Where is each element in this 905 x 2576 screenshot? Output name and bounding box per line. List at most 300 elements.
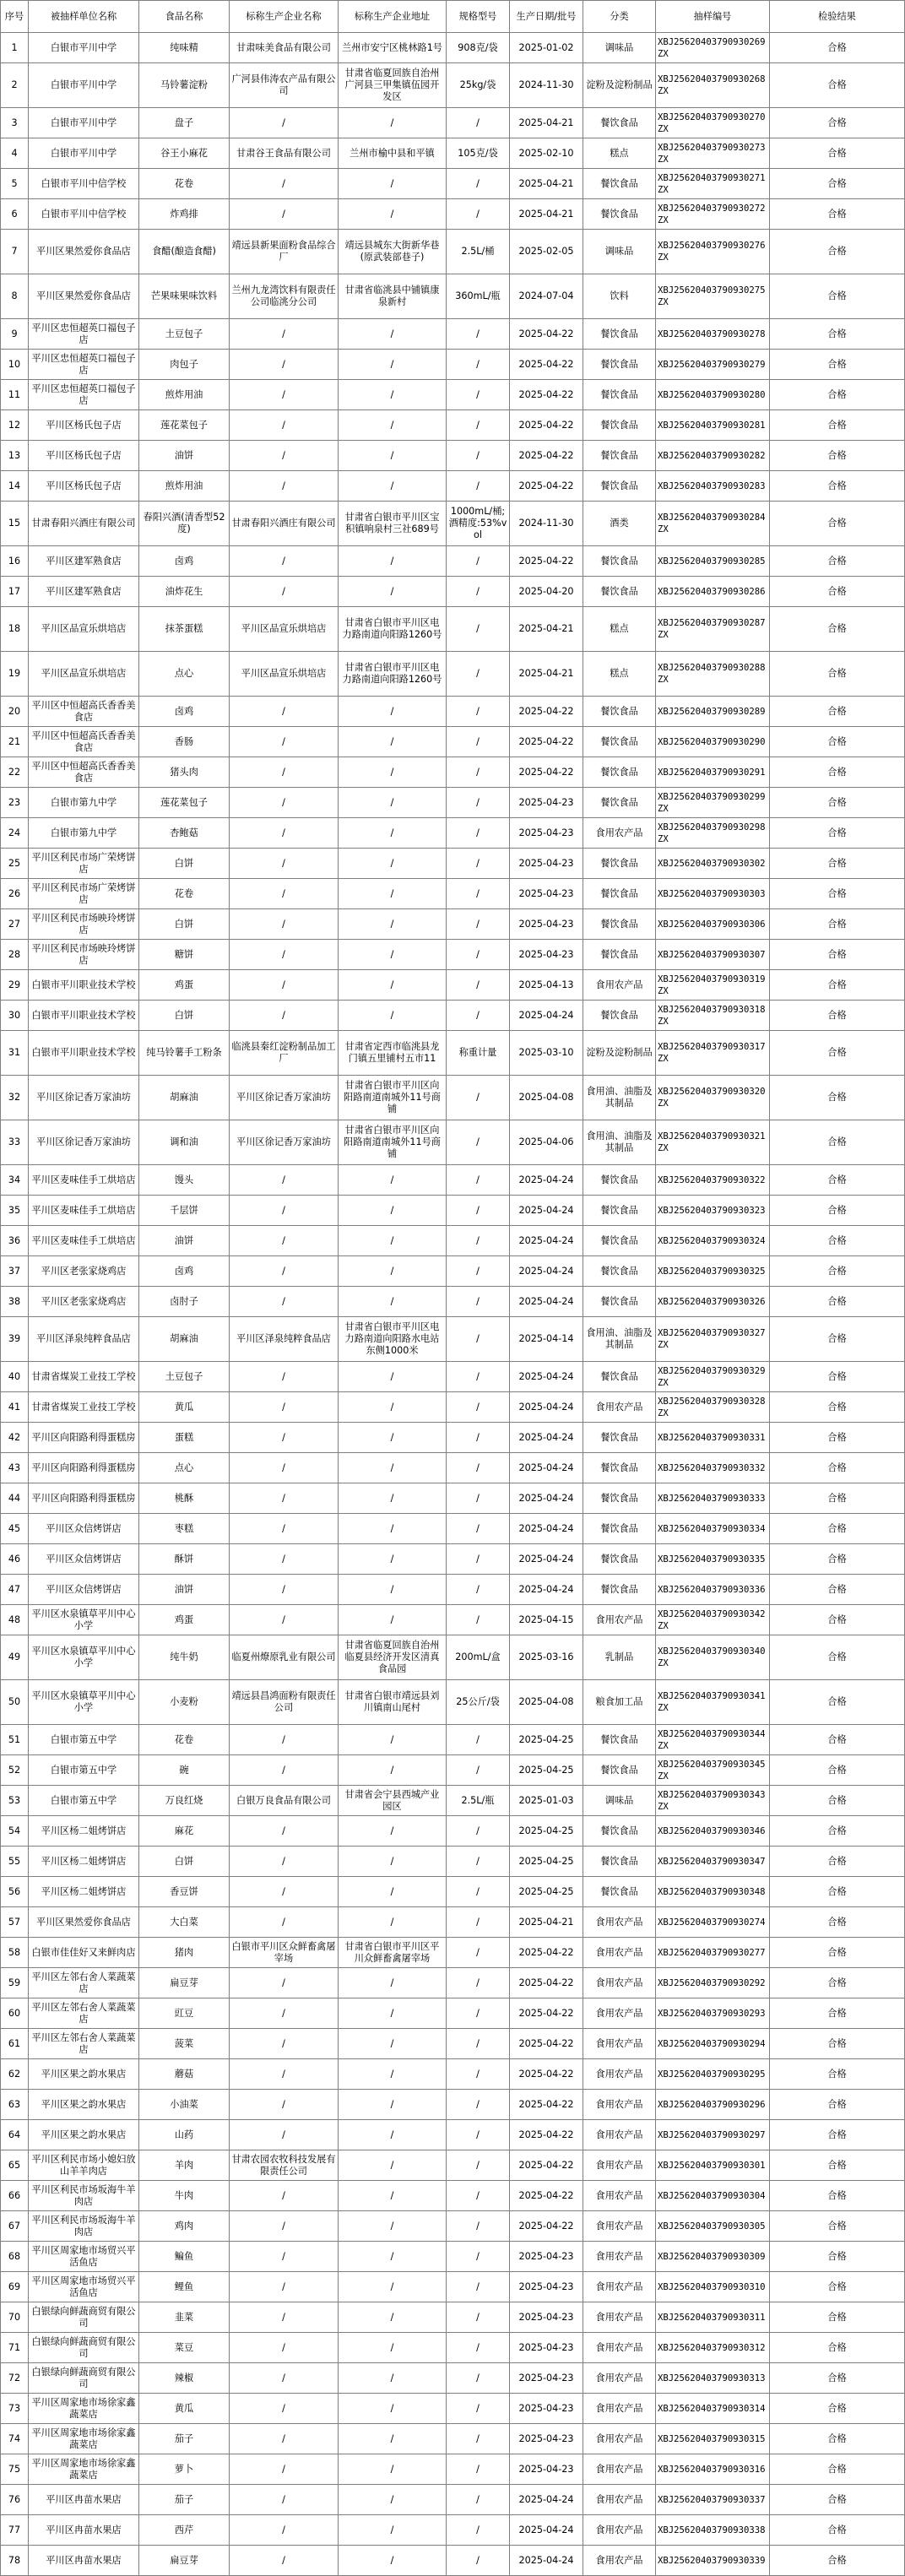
cell-result: 合格 [770, 1483, 905, 1514]
cell-category: 食用农产品 [583, 1998, 656, 2029]
cell-manufacturer: / [230, 757, 339, 788]
cell-food-name: 盘子 [139, 108, 230, 138]
cell-sample-number: XBJ25620403790930322 [656, 1165, 770, 1196]
table-row [1, 1392, 905, 1423]
cell-spec: / [447, 849, 510, 879]
cell-food-name: 鸡肉 [139, 2211, 230, 2242]
cell-result: 合格 [770, 970, 905, 1001]
cell-production-date: 2025-04-23 [510, 909, 583, 940]
cell-sampled-unit: 白银市第五中学 [29, 1725, 139, 1755]
cell-category: 餐饮食品 [583, 1165, 656, 1196]
cell-result: 合格 [770, 1031, 905, 1076]
table-header [1, 1, 905, 33]
cell-sample-number: XBJ25620403790930339 [656, 2546, 770, 2576]
cell-sampled-unit: 白银市第九中学 [29, 818, 139, 849]
cell-manufacturer: / [230, 2363, 339, 2394]
table-row [1, 1165, 905, 1196]
cell-sampled-unit: 平川区老张家烧鸡店 [29, 1287, 139, 1317]
cell-category: 食用农产品 [583, 2424, 656, 2454]
cell-index: 18 [1, 607, 29, 652]
cell-category: 淀粉及淀粉制品 [583, 63, 656, 108]
cell-food-name: 扁豆芽 [139, 1968, 230, 1998]
cell-result: 合格 [770, 1076, 905, 1120]
cell-category: 食用农产品 [583, 2120, 656, 2150]
cell-spec: / [447, 2272, 510, 2302]
cell-sample-number: XBJ25620403790930321ZX [656, 1120, 770, 1165]
cell-sampled-unit: 甘肃省煤炭工业技工学校 [29, 1362, 139, 1392]
cell-manufacturer: / [230, 350, 339, 380]
cell-category: 餐饮食品 [583, 471, 656, 502]
cell-spec: / [447, 1907, 510, 1938]
cell-sample-number: XBJ25620403790930324 [656, 1226, 770, 1256]
table-row [1, 1317, 905, 1362]
table-row [1, 1786, 905, 1816]
cell-sample-number: XBJ25620403790930310 [656, 2272, 770, 2302]
table-row [1, 577, 905, 607]
cell-sample-number: XBJ25620403790930297 [656, 2120, 770, 2150]
cell-spec: / [447, 1725, 510, 1755]
cell-spec: 200mL/盒 [447, 1635, 510, 1680]
cell-sampled-unit: 平川区水泉镇草平川中心小学 [29, 1680, 139, 1725]
cell-sampled-unit: 平川区利民市场坂海牛羊肉店 [29, 2211, 139, 2242]
cell-index: 6 [1, 199, 29, 230]
cell-production-date: 2025-01-02 [510, 33, 583, 63]
cell-sample-number: XBJ25620403790930315 [656, 2424, 770, 2454]
cell-manufacturer: 平川区徐记香万家油坊 [230, 1076, 339, 1120]
cell-sample-number: XBJ25620403790930343ZX [656, 1786, 770, 1816]
cell-manufacturer: / [230, 1287, 339, 1317]
cell-production-date: 2025-04-23 [510, 849, 583, 879]
table-row [1, 697, 905, 727]
cell-food-name: 小油菜 [139, 2090, 230, 2120]
cell-manufacturer-address: / [339, 1001, 447, 1031]
cell-index: 7 [1, 230, 29, 274]
table-row [1, 1907, 905, 1938]
cell-food-name: 白饼 [139, 1847, 230, 1877]
cell-manufacturer: / [230, 2454, 339, 2485]
cell-sample-number: XBJ25620403790930291 [656, 757, 770, 788]
cell-food-name: 西芹 [139, 2515, 230, 2546]
cell-sampled-unit: 平川区果之韵水果店 [29, 2120, 139, 2150]
cell-index: 38 [1, 1287, 29, 1317]
cell-manufacturer-address: / [339, 1423, 447, 1453]
cell-result: 合格 [770, 2546, 905, 2576]
cell-spec: 25公斤/袋 [447, 1680, 510, 1725]
cell-sampled-unit: 甘肃春阳兴酒庄有限公司 [29, 502, 139, 546]
cell-index: 5 [1, 169, 29, 199]
cell-index: 66 [1, 2181, 29, 2211]
table-row [1, 108, 905, 138]
cell-manufacturer-address: / [339, 199, 447, 230]
cell-manufacturer-address: / [339, 757, 447, 788]
cell-production-date: 2025-04-23 [510, 940, 583, 970]
cell-manufacturer: / [230, 727, 339, 757]
cell-food-name: 辣椒 [139, 2363, 230, 2394]
cell-spec: / [447, 2302, 510, 2333]
cell-manufacturer: / [230, 1226, 339, 1256]
table-row [1, 2150, 905, 2181]
cell-category: 餐饮食品 [583, 1001, 656, 1031]
cell-result: 合格 [770, 607, 905, 652]
cell-result: 合格 [770, 788, 905, 818]
cell-manufacturer: / [230, 2485, 339, 2515]
cell-production-date: 2025-04-22 [510, 1968, 583, 1998]
cell-manufacturer-address: / [339, 1453, 447, 1483]
cell-result: 合格 [770, 1605, 905, 1635]
cell-food-name: 纯牛奶 [139, 1635, 230, 1680]
cell-sampled-unit: 平川区向阳路利得蛋糕房 [29, 1423, 139, 1453]
header-index: 序号 [1, 1, 29, 33]
cell-sampled-unit: 平川区向阳路利得蛋糕房 [29, 1483, 139, 1514]
cell-food-name: 糖饼 [139, 940, 230, 970]
cell-result: 合格 [770, 2424, 905, 2454]
cell-manufacturer-address: 甘肃省白银市平川区平川众鲜畜禽屠宰场 [339, 1938, 447, 1968]
cell-food-name: 鲤鱼 [139, 2272, 230, 2302]
cell-manufacturer-address: / [339, 1392, 447, 1423]
table-row [1, 970, 905, 1001]
table-row [1, 2211, 905, 2242]
table-row [1, 1453, 905, 1483]
cell-category: 餐饮食品 [583, 108, 656, 138]
cell-manufacturer: 甘肃春阳兴酒庄有限公司 [230, 502, 339, 546]
cell-result: 合格 [770, 1847, 905, 1877]
cell-spec: / [447, 879, 510, 909]
cell-spec: / [447, 108, 510, 138]
cell-sampled-unit: 平川区杨氏包子店 [29, 471, 139, 502]
cell-category: 调味品 [583, 1786, 656, 1816]
cell-index: 49 [1, 1635, 29, 1680]
cell-manufacturer-address: / [339, 2485, 447, 2515]
cell-sample-number: XBJ25620403790930286 [656, 577, 770, 607]
table-row [1, 2242, 905, 2272]
cell-result: 合格 [770, 350, 905, 380]
cell-sampled-unit: 平川区徐记香万家油坊 [29, 1076, 139, 1120]
cell-spec: / [447, 2485, 510, 2515]
table-row [1, 319, 905, 350]
cell-manufacturer-address: 甘肃省临洮县中铺镇康泉新村 [339, 274, 447, 319]
cell-sample-number: XBJ25620403790930348 [656, 1877, 770, 1907]
cell-sample-number: XBJ25620403790930305 [656, 2211, 770, 2242]
cell-manufacturer-address: / [339, 2454, 447, 2485]
cell-sample-number: XBJ25620403790930333 [656, 1483, 770, 1514]
cell-spec: / [447, 410, 510, 441]
cell-production-date: 2024-11-30 [510, 63, 583, 108]
cell-manufacturer-address: / [339, 1196, 447, 1226]
cell-sampled-unit: 白银市第五中学 [29, 1786, 139, 1816]
cell-manufacturer-address: / [339, 1226, 447, 1256]
cell-manufacturer-address: / [339, 1725, 447, 1755]
cell-production-date: 2025-04-22 [510, 410, 583, 441]
cell-result: 合格 [770, 1998, 905, 2029]
cell-sample-number: XBJ25620403790930278 [656, 319, 770, 350]
cell-food-name: 胡麻油 [139, 1317, 230, 1362]
cell-result: 合格 [770, 849, 905, 879]
cell-food-name: 千层饼 [139, 1196, 230, 1226]
cell-manufacturer: / [230, 1544, 339, 1575]
cell-index: 64 [1, 2120, 29, 2150]
cell-category: 食用农产品 [583, 2485, 656, 2515]
cell-sample-number: XBJ25620403790930283 [656, 471, 770, 502]
cell-manufacturer: / [230, 1165, 339, 1196]
table-row [1, 1076, 905, 1120]
cell-sampled-unit: 平川区向阳路利得蛋糕房 [29, 1453, 139, 1483]
cell-index: 2 [1, 63, 29, 108]
cell-category: 食用农产品 [583, 2150, 656, 2181]
cell-spec: / [447, 697, 510, 727]
cell-category: 食用农产品 [583, 2211, 656, 2242]
cell-manufacturer: 平川区品宣乐烘培店 [230, 607, 339, 652]
cell-manufacturer-address: 甘肃省白银市平川区电力路南道向阳路水电站东侧1000米 [339, 1317, 447, 1362]
header-row [1, 1, 905, 33]
cell-index: 28 [1, 940, 29, 970]
cell-manufacturer-address: 甘肃省白银市平川区宝积镇响泉村三社689号 [339, 502, 447, 546]
cell-food-name: 白饼 [139, 849, 230, 879]
cell-production-date: 2025-04-23 [510, 879, 583, 909]
cell-manufacturer: / [230, 108, 339, 138]
cell-food-name: 胡麻油 [139, 1076, 230, 1120]
cell-category: 糕点 [583, 138, 656, 169]
cell-spec: / [447, 2363, 510, 2394]
cell-spec: / [447, 1256, 510, 1287]
cell-category: 餐饮食品 [583, 1847, 656, 1877]
table-row [1, 33, 905, 63]
cell-production-date: 2025-04-20 [510, 577, 583, 607]
cell-index: 16 [1, 546, 29, 577]
cell-manufacturer-address: / [339, 1968, 447, 1998]
cell-production-date: 2025-04-22 [510, 2029, 583, 2059]
cell-category: 餐饮食品 [583, 577, 656, 607]
table-row [1, 1120, 905, 1165]
cell-category: 餐饮食品 [583, 1755, 656, 1786]
cell-category: 餐饮食品 [583, 1514, 656, 1544]
cell-sampled-unit: 白银市平川中学 [29, 63, 139, 108]
cell-sampled-unit: 平川区利民市场小媳妇放山羊羊肉店 [29, 2150, 139, 2181]
cell-manufacturer-address: / [339, 350, 447, 380]
cell-manufacturer: / [230, 1968, 339, 1998]
cell-sampled-unit: 平川区水泉镇草平川中心小学 [29, 1635, 139, 1680]
cell-production-date: 2025-04-25 [510, 1725, 583, 1755]
cell-manufacturer-address: / [339, 727, 447, 757]
cell-production-date: 2025-04-22 [510, 727, 583, 757]
cell-sample-number: XBJ25620403790930290 [656, 727, 770, 757]
cell-sampled-unit: 白银市平川中学 [29, 108, 139, 138]
cell-manufacturer: / [230, 2394, 339, 2424]
cell-category: 食用油、油脂及其制品 [583, 1317, 656, 1362]
cell-spec: 908克/袋 [447, 33, 510, 63]
cell-production-date: 2025-04-22 [510, 471, 583, 502]
cell-spec: / [447, 727, 510, 757]
cell-production-date: 2025-04-08 [510, 1076, 583, 1120]
cell-spec: / [447, 1076, 510, 1120]
cell-production-date: 2025-03-10 [510, 1031, 583, 1076]
cell-index: 73 [1, 2394, 29, 2424]
cell-sampled-unit: 平川区利民市场广荣烤饼店 [29, 849, 139, 879]
cell-spec: / [447, 2150, 510, 2181]
cell-spec: / [447, 1287, 510, 1317]
cell-result: 合格 [770, 1514, 905, 1544]
cell-food-name: 芒果味果味饮料 [139, 274, 230, 319]
cell-production-date: 2025-04-24 [510, 1196, 583, 1226]
cell-production-date: 2025-04-24 [510, 1575, 583, 1605]
cell-spec: / [447, 1544, 510, 1575]
cell-production-date: 2025-04-21 [510, 1907, 583, 1938]
cell-production-date: 2025-04-21 [510, 607, 583, 652]
cell-spec: / [447, 2333, 510, 2363]
cell-result: 合格 [770, 410, 905, 441]
cell-sampled-unit: 白银市第九中学 [29, 788, 139, 818]
cell-index: 22 [1, 757, 29, 788]
cell-food-name: 花卷 [139, 879, 230, 909]
cell-manufacturer: / [230, 1453, 339, 1483]
cell-index: 11 [1, 380, 29, 410]
cell-sampled-unit: 平川区周家地市场贸兴平活鱼店 [29, 2242, 139, 2272]
cell-sample-number: XBJ25620403790930346 [656, 1816, 770, 1847]
cell-spec: / [447, 2424, 510, 2454]
cell-sampled-unit: 白银市佳佳好又来鲜肉店 [29, 1938, 139, 1968]
table-row [1, 879, 905, 909]
cell-result: 合格 [770, 502, 905, 546]
cell-result: 合格 [770, 1938, 905, 1968]
cell-manufacturer: 平川区徐记香万家油坊 [230, 1120, 339, 1165]
cell-index: 54 [1, 1816, 29, 1847]
cell-category: 糕点 [583, 652, 656, 697]
cell-category: 食用农产品 [583, 818, 656, 849]
cell-manufacturer-address: / [339, 788, 447, 818]
cell-manufacturer-address: / [339, 1907, 447, 1938]
table-row [1, 2181, 905, 2211]
cell-spec: / [447, 2242, 510, 2272]
cell-result: 合格 [770, 2302, 905, 2333]
cell-sampled-unit: 平川区冉苗水果店 [29, 2546, 139, 2576]
cell-food-name: 扁豆芽 [139, 2546, 230, 2576]
table-row [1, 1362, 905, 1392]
cell-category: 餐饮食品 [583, 1816, 656, 1847]
cell-result: 合格 [770, 2090, 905, 2120]
cell-sampled-unit: 平川区左邻右舍人菜蔬菜店 [29, 1968, 139, 1998]
cell-sampled-unit: 平川区品宣乐烘培店 [29, 652, 139, 697]
cell-spec: / [447, 199, 510, 230]
cell-food-name: 猪头肉 [139, 757, 230, 788]
cell-food-name: 馒头 [139, 1165, 230, 1196]
cell-result: 合格 [770, 33, 905, 63]
table-row [1, 2302, 905, 2333]
cell-sample-number: XBJ25620403790930328ZX [656, 1392, 770, 1423]
cell-sampled-unit: 平川区果之韵水果店 [29, 2090, 139, 2120]
table-row [1, 1847, 905, 1877]
cell-spec: / [447, 380, 510, 410]
cell-spec: / [447, 2211, 510, 2242]
cell-spec: / [447, 1001, 510, 1031]
cell-category: 餐饮食品 [583, 879, 656, 909]
cell-sampled-unit: 平川区杨二姐烤饼店 [29, 1816, 139, 1847]
cell-result: 合格 [770, 2272, 905, 2302]
cell-result: 合格 [770, 727, 905, 757]
cell-manufacturer: / [230, 2424, 339, 2454]
cell-spec: / [447, 1938, 510, 1968]
cell-food-name: 黄瓜 [139, 2394, 230, 2424]
cell-production-date: 2025-04-25 [510, 1877, 583, 1907]
cell-category: 餐饮食品 [583, 319, 656, 350]
cell-sampled-unit: 平川区建军熟食店 [29, 577, 139, 607]
cell-manufacturer-address: / [339, 2302, 447, 2333]
cell-manufacturer-address: 甘肃省临夏回族自治州临夏县经济开发区清真食品园 [339, 1635, 447, 1680]
cell-sample-number: XBJ25620403790930336 [656, 1575, 770, 1605]
cell-sample-number: XBJ25620403790930273ZX [656, 138, 770, 169]
cell-food-name: 菜豆 [139, 2333, 230, 2363]
cell-food-name: 山药 [139, 2120, 230, 2150]
table-row [1, 1423, 905, 1453]
cell-production-date: 2025-04-23 [510, 788, 583, 818]
cell-production-date: 2025-04-14 [510, 1317, 583, 1362]
cell-manufacturer-address: / [339, 2120, 447, 2150]
cell-result: 合格 [770, 1635, 905, 1680]
cell-spec: / [447, 1847, 510, 1877]
cell-manufacturer-address: / [339, 1165, 447, 1196]
cell-category: 食用农产品 [583, 1907, 656, 1938]
cell-food-name: 枣糕 [139, 1514, 230, 1544]
cell-result: 合格 [770, 1453, 905, 1483]
cell-manufacturer-address: / [339, 546, 447, 577]
cell-production-date: 2025-04-24 [510, 1287, 583, 1317]
cell-manufacturer-address: / [339, 1755, 447, 1786]
cell-index: 68 [1, 2242, 29, 2272]
table-row [1, 1226, 905, 1256]
cell-spec: / [447, 1575, 510, 1605]
cell-index: 34 [1, 1165, 29, 1196]
cell-production-date: 2025-04-23 [510, 2363, 583, 2394]
table-row [1, 502, 905, 546]
cell-spec: / [447, 2120, 510, 2150]
cell-spec: / [447, 940, 510, 970]
table-row [1, 169, 905, 199]
cell-manufacturer-address: / [339, 1544, 447, 1575]
cell-sample-number: XBJ25620403790930309 [656, 2242, 770, 2272]
cell-result: 合格 [770, 380, 905, 410]
cell-sample-number: XBJ25620403790930298ZX [656, 818, 770, 849]
cell-food-name: 杏鲍菇 [139, 818, 230, 849]
cell-food-name: 纯马铃薯手工粉条 [139, 1031, 230, 1076]
cell-sampled-unit: 白银市平川中信学校 [29, 169, 139, 199]
cell-sampled-unit: 平川区果然爱你食品店 [29, 1907, 139, 1938]
cell-spec: / [447, 1514, 510, 1544]
cell-sample-number: XBJ25620403790930335 [656, 1544, 770, 1575]
cell-manufacturer-address: 甘肃省白银市平川区电力路南道向阳路1260号 [339, 607, 447, 652]
cell-sampled-unit: 白银绿向鲜蔬商贸有限公司 [29, 2302, 139, 2333]
cell-spec: / [447, 1483, 510, 1514]
cell-manufacturer: 甘肃谷王食品有限公司 [230, 138, 339, 169]
cell-sampled-unit: 白银市平川职业技术学校 [29, 970, 139, 1001]
cell-manufacturer-address: / [339, 1816, 447, 1847]
cell-category: 食用农产品 [583, 2302, 656, 2333]
cell-food-name: 香豆饼 [139, 1877, 230, 1907]
cell-manufacturer-address: / [339, 2515, 447, 2546]
cell-category: 食用农产品 [583, 2090, 656, 2120]
cell-sampled-unit: 平川区利民市场坂海牛羊肉店 [29, 2181, 139, 2211]
cell-food-name: 蘑菇 [139, 2059, 230, 2090]
cell-category: 餐饮食品 [583, 909, 656, 940]
cell-food-name: 白饼 [139, 1001, 230, 1031]
table-row [1, 1755, 905, 1786]
cell-manufacturer: / [230, 1575, 339, 1605]
cell-sample-number: XBJ25620403790930326 [656, 1287, 770, 1317]
cell-sampled-unit: 平川区老张家烧鸡店 [29, 1256, 139, 1287]
cell-manufacturer-address: / [339, 1575, 447, 1605]
cell-spec: / [447, 1605, 510, 1635]
cell-category: 食用农产品 [583, 2454, 656, 2485]
cell-manufacturer: / [230, 849, 339, 879]
cell-manufacturer-address: / [339, 1287, 447, 1317]
cell-food-name: 羊肉 [139, 2150, 230, 2181]
